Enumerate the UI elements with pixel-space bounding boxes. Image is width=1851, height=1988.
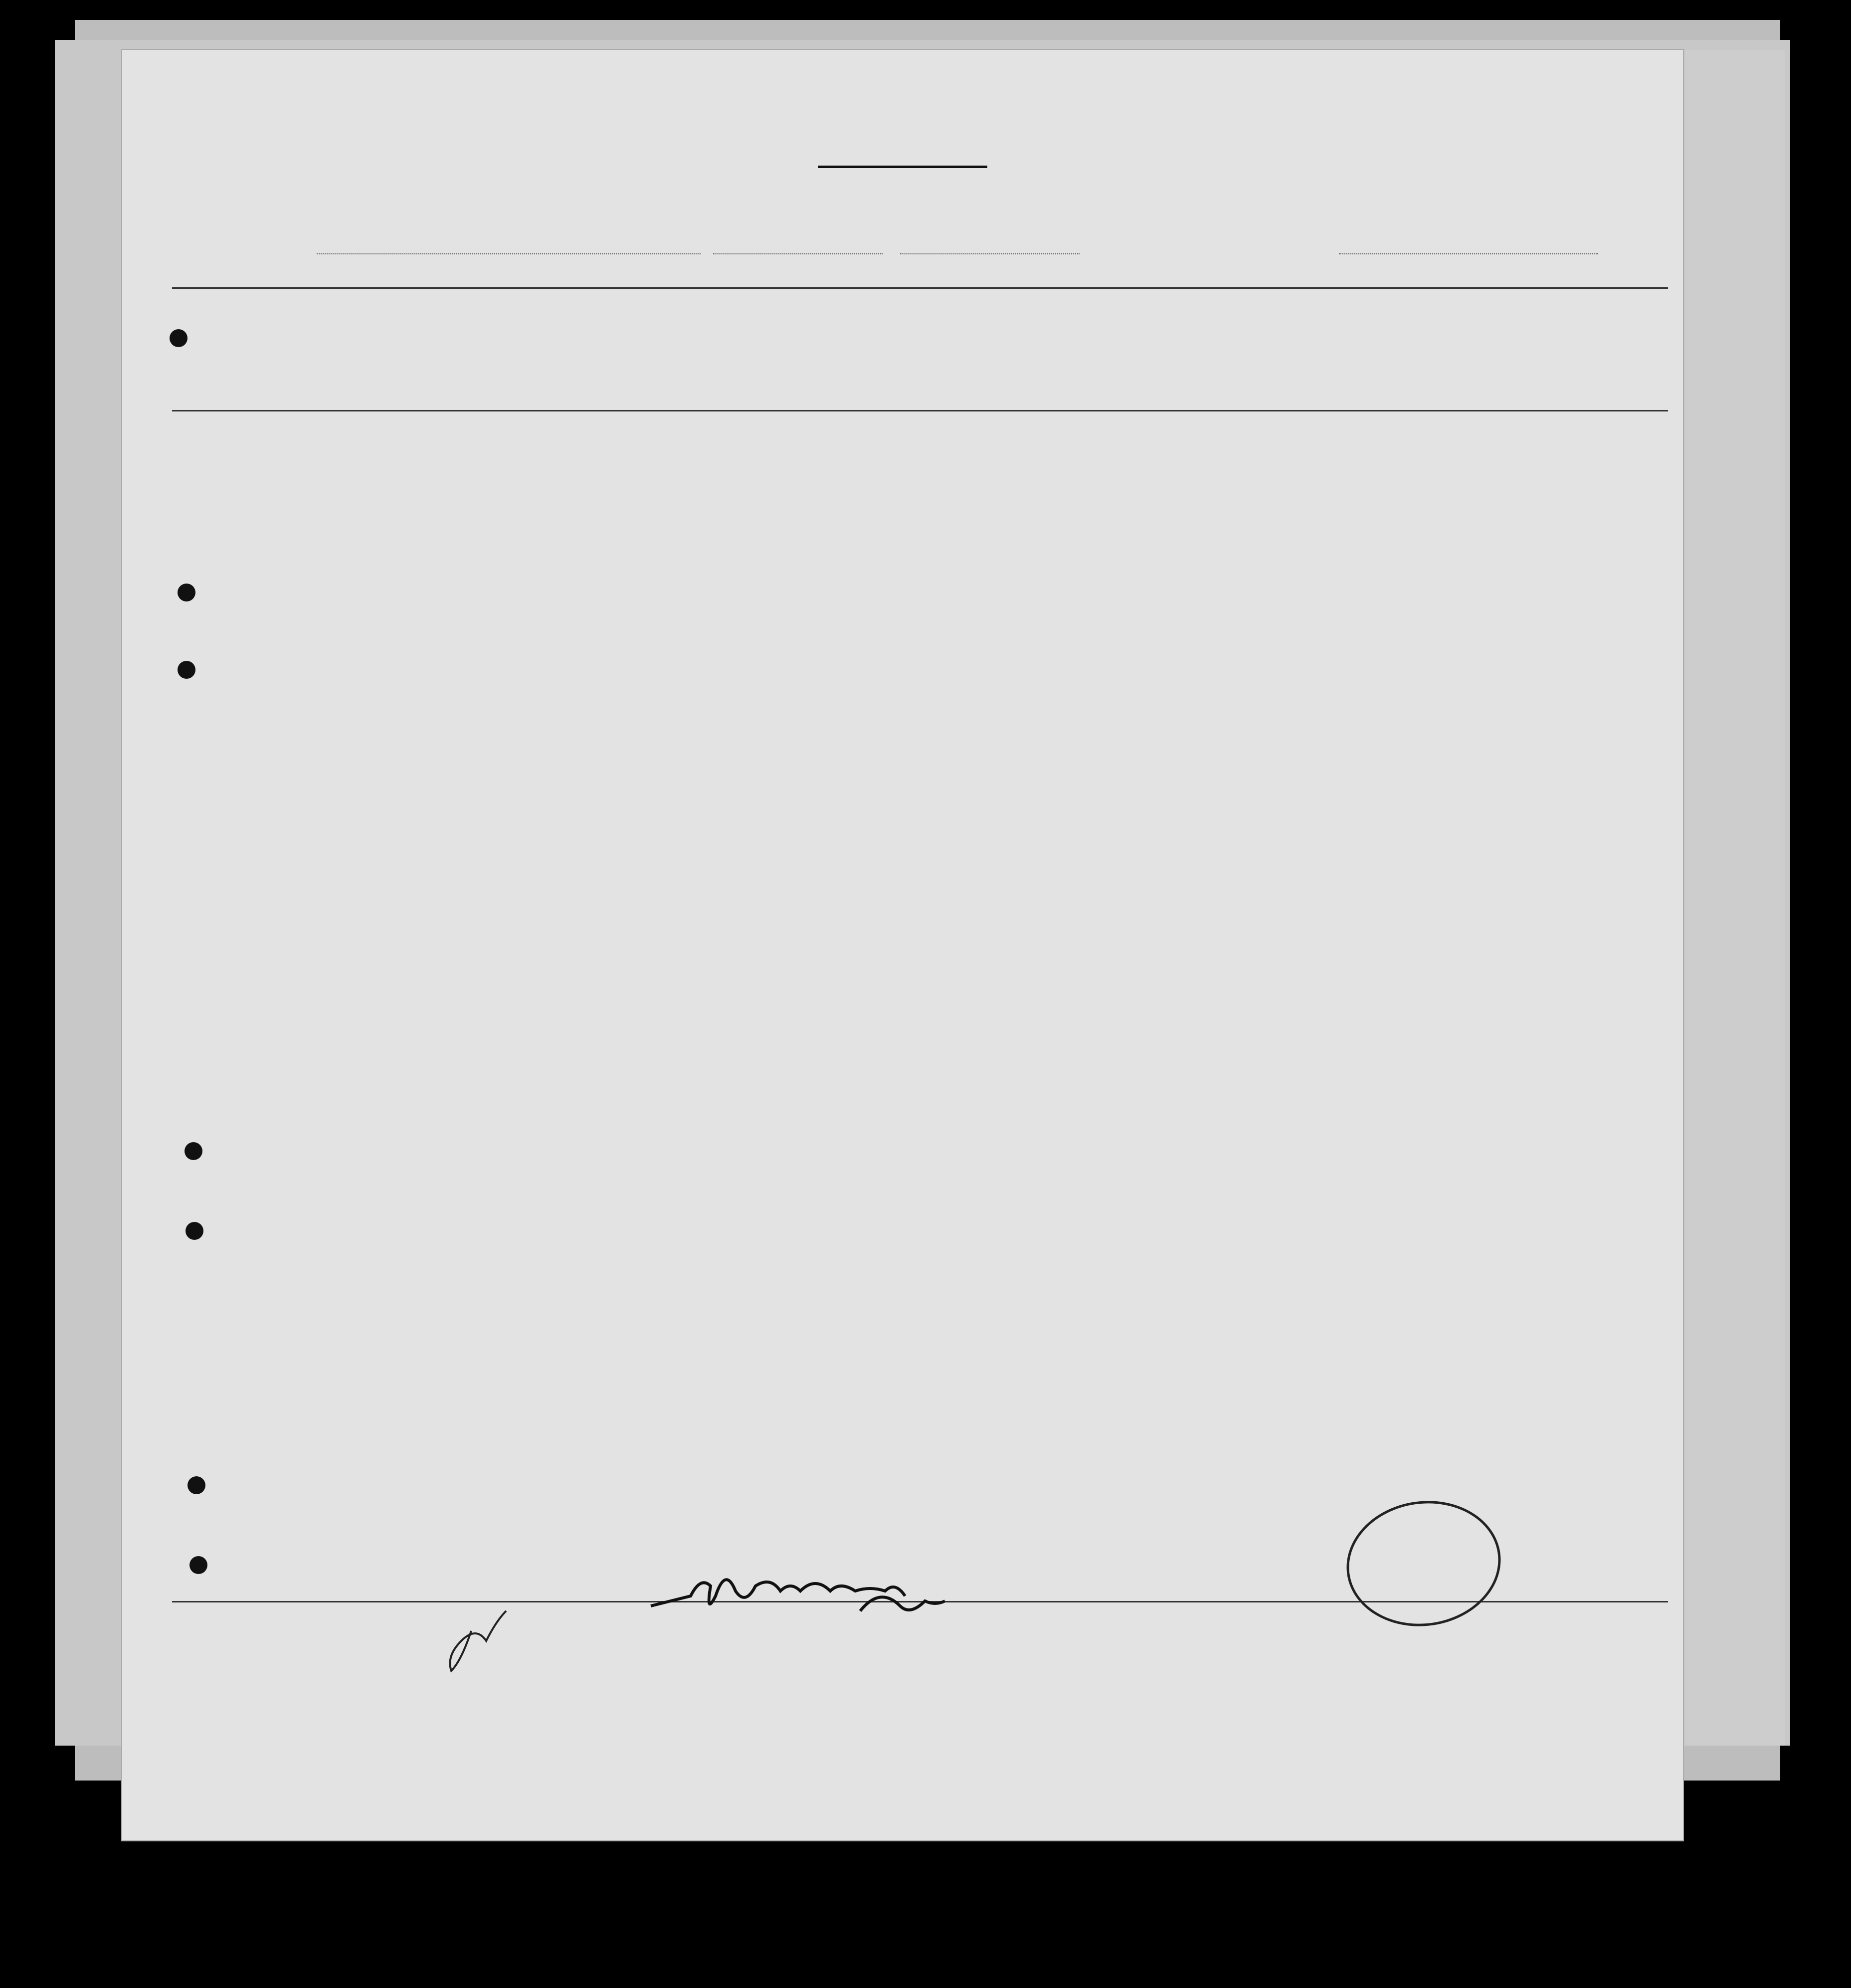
punch-hole (185, 1142, 202, 1160)
punch-hole (189, 1556, 207, 1574)
initials-signature (450, 1611, 507, 1671)
right-page-fragment (1685, 50, 1785, 1746)
punch-hole (178, 584, 195, 601)
master-signature (651, 1580, 945, 1611)
punch-hole (187, 1476, 205, 1494)
punch-hole (178, 661, 195, 679)
punch-hole (170, 329, 187, 347)
punch-hole (185, 1222, 203, 1240)
